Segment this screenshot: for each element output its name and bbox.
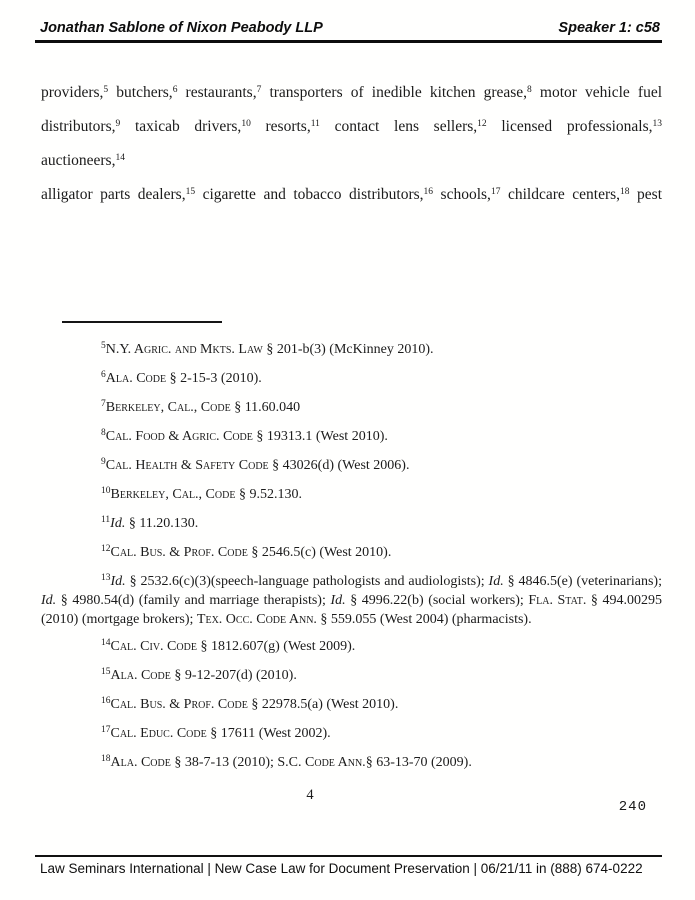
- text-run: N.Y. Agric. and Mkts. Law: [105, 342, 263, 357]
- text-run: providers,: [41, 84, 104, 101]
- text-run: S.C. Code Ann.: [277, 755, 366, 770]
- text-run: Fla. Stat.: [528, 593, 587, 608]
- text-run: § 19313.1 (West 2010).: [252, 429, 388, 444]
- text-run: butchers,: [108, 84, 173, 101]
- footnote-ref-number: 12: [477, 119, 487, 130]
- text-run: Ala. Code: [105, 371, 167, 386]
- text-run: Cal. Bus. & Prof. Code: [110, 697, 248, 712]
- text-run: § 22978.5(a) (West 2010).: [247, 697, 399, 712]
- footnote-ref-number: 11: [310, 119, 320, 130]
- text-run: § 2532.6(c)(3)(speech-language pathologists and audiologists);: [125, 574, 489, 589]
- footnote: [41, 666, 662, 686]
- footnote-ref-number: 16: [423, 187, 434, 198]
- page-footer: [35, 855, 662, 876]
- footnote-ref-number: 13: [101, 573, 111, 584]
- footnote-ref-number: 10: [241, 119, 251, 130]
- text-run: § 38-7-13 (2010);: [170, 755, 278, 770]
- text-run: resorts,: [250, 118, 311, 135]
- text-run: schools,: [433, 186, 491, 203]
- text-run: § 4996.22(b) (social workers);: [345, 593, 529, 608]
- footnote-ref-number: 5: [103, 85, 109, 96]
- text-run: distributors,: [41, 118, 116, 135]
- text-run: Berkeley, Cal., Code: [105, 400, 231, 415]
- transcript-page-number: 240: [618, 799, 647, 815]
- text-run: Tex. Occ. Code Ann.: [196, 612, 317, 627]
- text-run: Id.: [488, 574, 504, 589]
- text-run: contact lens sellers,: [319, 118, 478, 135]
- body-line: [41, 110, 662, 178]
- text-run: § 17611 (West 2002).: [206, 726, 331, 741]
- text-run: § 4846.5(e) (veterinarians);: [503, 574, 662, 589]
- footnote-ref-number: 11: [101, 515, 111, 526]
- header-speaker-label: Speaker 1: c58: [558, 20, 660, 36]
- body-paragraph: [41, 76, 662, 212]
- text-run: § 11.60.040: [230, 400, 301, 415]
- text-run: Id.: [110, 574, 126, 589]
- text-run: § 63-13-70 (2009).: [365, 755, 472, 770]
- text-run: § 494.00295 (2010) (mortgage brokers);: [41, 593, 663, 627]
- text-run: childcare centers,: [500, 186, 621, 203]
- footnote: [41, 398, 662, 418]
- page-header: [35, 20, 662, 43]
- footnote: [41, 456, 662, 476]
- footnote-ref-number: 5: [101, 341, 106, 352]
- footnote: [41, 543, 662, 563]
- footnote-ref-number: 6: [101, 370, 106, 381]
- text-run: Cal. Educ. Code: [110, 726, 207, 741]
- text-run: Cal. Bus. & Prof. Code: [110, 545, 248, 560]
- text-run: § 4980.54(d) (family and marriage therapists);: [56, 593, 331, 608]
- text-run: cigarette and tobacco distributors,: [195, 186, 424, 203]
- header-author: Jonathan Sablone of Nixon Peabody LLP: [40, 20, 323, 36]
- text-run: Ala. Code: [110, 755, 171, 770]
- footnote-ref-number: 8: [527, 85, 532, 96]
- text-run: Id.: [41, 593, 57, 608]
- footnote-ref-number: 13: [652, 119, 662, 130]
- text-run: Cal. Health & Safety Code: [105, 458, 269, 473]
- text-run: licensed professionals,: [486, 118, 653, 135]
- footnote-ref-number: 14: [115, 153, 125, 164]
- footnote-ref-number: 10: [101, 486, 111, 497]
- text-run: § 1812.607(g) (West 2009).: [196, 639, 356, 654]
- text-run: pest: [629, 186, 663, 203]
- body-line: [41, 178, 662, 212]
- footnote: [41, 514, 662, 534]
- text-run: § 559.055 (West 2004) (pharmacists).: [316, 612, 532, 627]
- text-run: Cal. Civ. Code: [110, 639, 197, 654]
- page-number: 4: [306, 787, 314, 803]
- text-run: § 11.20.130.: [125, 516, 199, 531]
- text-run: alligator parts dealers,: [41, 186, 186, 203]
- body-line: [41, 76, 662, 110]
- footer-seminar-info: Law Seminars International | New Case Law for Document Preservation | 06/21/11 in (888) 674-0222: [40, 861, 643, 876]
- text-run: Id.: [330, 593, 346, 608]
- footnote-ref-number: 17: [490, 187, 501, 198]
- footnote: [41, 369, 662, 389]
- text-run: § 2546.5(c) (West 2010).: [247, 545, 392, 560]
- text-run: restaurants,: [177, 84, 257, 101]
- footnote-ref-number: 7: [256, 85, 262, 96]
- text-run: auctioneers,: [41, 152, 116, 169]
- footnote: [41, 695, 662, 715]
- footnote: [41, 427, 662, 447]
- footnote-ref-number: 18: [101, 754, 111, 765]
- text-run: § 9-12-207(d) (2010).: [170, 668, 297, 683]
- text-run: taxicab drivers,: [120, 118, 242, 135]
- footnote-ref-number: 14: [101, 638, 111, 649]
- footnote-ref-number: 18: [620, 187, 630, 198]
- text-run: Ala. Code: [110, 668, 171, 683]
- footnote-ref-number: 6: [172, 85, 178, 96]
- footnote: [41, 485, 662, 505]
- text-run: § 2-15-3 (2010).: [166, 371, 262, 386]
- footnote-ref-number: 9: [101, 457, 106, 468]
- text-run: Id.: [110, 516, 126, 531]
- text-run: transporters of inedible kitchen grease,: [261, 84, 528, 101]
- text-run: Berkeley, Cal., Code: [110, 487, 236, 502]
- footnote-ref-number: 12: [101, 544, 111, 555]
- footnote-ref-number: 8: [101, 428, 106, 439]
- text-run: § 43026(d) (West 2006).: [268, 458, 410, 473]
- footnote-ref-number: 9: [115, 119, 121, 130]
- footnote: [41, 572, 662, 629]
- footnote: [41, 724, 662, 744]
- footnote: [41, 637, 662, 657]
- footnote-ref-number: 15: [101, 667, 111, 678]
- text-run: motor vehicle fuel: [531, 84, 663, 101]
- footnote-ref-number: 15: [185, 187, 196, 198]
- footnote: [41, 340, 662, 360]
- text-run: Cal. Food & Agric. Code: [105, 429, 253, 444]
- footnote: [41, 753, 662, 773]
- footnote-ref-number: 17: [101, 725, 111, 736]
- footnote-ref-number: 7: [101, 399, 106, 410]
- text-run: § 9.52.130.: [235, 487, 302, 502]
- text-run: § 201-b(3) (McKinney 2010).: [262, 342, 434, 357]
- footnotes-section: [41, 320, 662, 782]
- footnote-ref-number: 16: [101, 696, 111, 707]
